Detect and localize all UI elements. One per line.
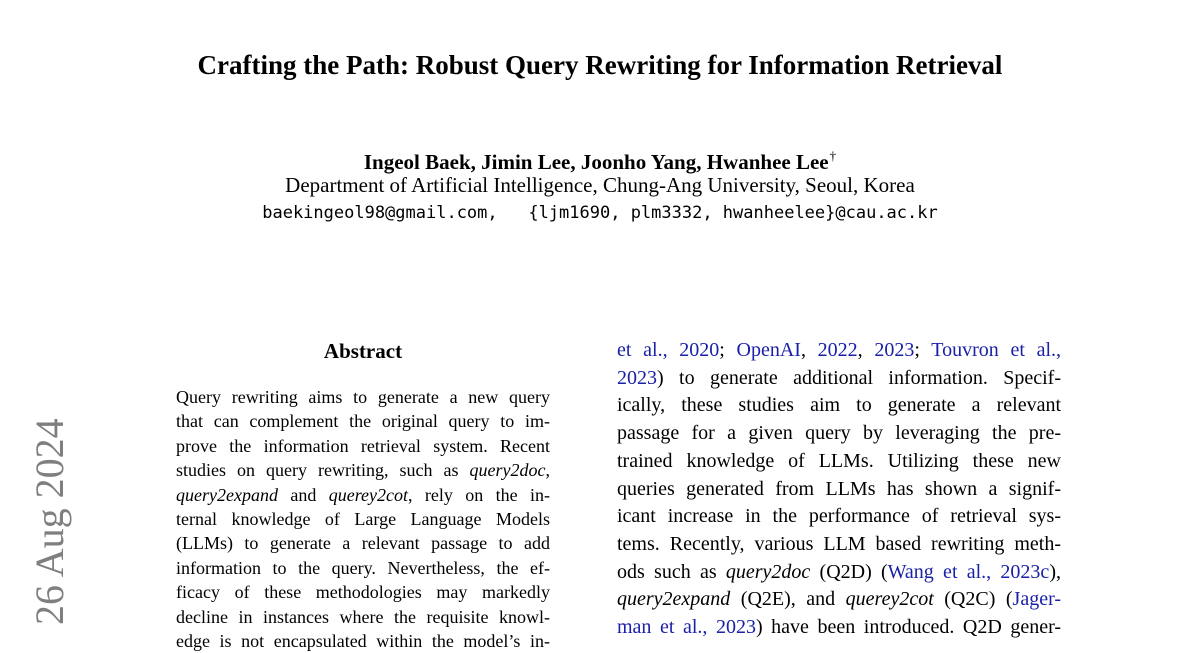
right-column-body xyxy=(617,337,1061,642)
citation-link[interactable]: 2023 xyxy=(874,339,915,361)
italic-term: query2doc xyxy=(469,460,546,481)
text-line xyxy=(176,434,550,458)
text-run: Query rewriting aims to generate a new query xyxy=(176,387,550,407)
text-run: decline in instances where the requisite knowl- xyxy=(176,606,550,627)
text-run: ) to generate additional information. Specif- xyxy=(657,366,1061,389)
italic-term: querey2cot xyxy=(328,484,409,505)
text-line xyxy=(617,476,1061,504)
text-run: edge is not encapsulated within the model’s in- xyxy=(176,631,550,652)
text-run: trained knowledge of LLMs. Utilizing these new xyxy=(617,449,1061,472)
text-line xyxy=(176,531,550,555)
text-line xyxy=(176,409,550,433)
paper-title: Crafting the Path: Robust Query Rewriting for Information Retrieval xyxy=(197,50,1003,80)
text-run: that can complement the original query to im- xyxy=(176,411,550,432)
citation-link[interactable]: Wang et al., 2023c xyxy=(887,560,1050,583)
text-line xyxy=(176,580,550,604)
text-line xyxy=(617,420,1061,448)
text-line xyxy=(617,531,1061,559)
italic-term: querey2cot xyxy=(845,588,934,611)
text-run: ficacy of these methodologies may markedly xyxy=(176,582,550,603)
text-line xyxy=(617,559,1061,587)
text-run: passage for a given query by leveraging the pre- xyxy=(617,422,1061,445)
citation-link[interactable]: man et al., 2023 xyxy=(617,616,756,639)
text-run: icant increase in the performance of retrieval sys- xyxy=(617,505,1061,528)
text-line xyxy=(176,556,550,580)
text-run: (Q2E), and xyxy=(730,588,846,611)
text-run: , xyxy=(857,339,875,361)
text-run: ), xyxy=(1049,560,1061,583)
author-emails: baekingeol98@gmail.com, {ljm1690, plm3332, hwanheelee}@cau.ac.kr xyxy=(262,203,938,223)
text-run: , xyxy=(545,460,550,481)
text-run: ; xyxy=(719,339,737,361)
text-run: (Q2D) ( xyxy=(810,560,888,583)
text-line xyxy=(617,337,1061,365)
text-run: ) have been introduced. Q2D gener- xyxy=(755,616,1061,639)
text-run: and xyxy=(277,484,329,505)
text-run: (LLMs) to generate a relevant passage to add xyxy=(176,533,550,554)
text-run: ternal knowledge of Large Language Models xyxy=(176,509,550,530)
italic-term: query2doc xyxy=(725,560,811,583)
text-line xyxy=(176,458,550,482)
arxiv-date-stamp: 26 Aug 2024 xyxy=(27,418,72,625)
citation-link[interactable]: 2023 xyxy=(617,366,657,389)
text-run: ods such as xyxy=(617,560,726,583)
text-run: tems. Recently, various LLM based rewriting meth- xyxy=(617,532,1061,555)
text-line xyxy=(617,448,1061,476)
italic-term: query2expand xyxy=(617,588,731,611)
text-run: , rely on the in- xyxy=(408,484,550,505)
text-line xyxy=(176,385,550,409)
citation-link[interactable]: Jager- xyxy=(1012,588,1061,611)
text-line xyxy=(617,365,1061,393)
text-line xyxy=(176,605,550,629)
text-run: queries generated from LLMs has shown a signif- xyxy=(617,477,1061,500)
text-line xyxy=(176,483,550,507)
text-line xyxy=(617,503,1061,531)
text-line xyxy=(617,392,1061,420)
citation-link[interactable]: et al., 2020 xyxy=(617,339,720,361)
text-run: studies on query rewriting, such as xyxy=(176,460,470,481)
text-line xyxy=(176,629,550,653)
author-names: Ingeol Baek, Jimin Lee, Joonho Yang, Hwanhee Lee xyxy=(363,150,829,174)
text-run: ically, these studies aim to generate a relevant xyxy=(617,394,1061,417)
citation-link[interactable]: Touvron et al., xyxy=(931,339,1062,361)
corresponding-author-mark: † xyxy=(829,148,837,163)
abstract-heading: Abstract xyxy=(323,339,403,363)
abstract-body xyxy=(176,385,550,653)
text-run: , xyxy=(800,339,818,361)
text-run: prove the information retrieval system. Recent xyxy=(176,435,550,456)
affiliation: Department of Artificial Intelligence, Chung-Ang University, Seoul, Korea xyxy=(285,173,915,197)
text-line xyxy=(617,614,1061,642)
text-line xyxy=(617,586,1061,614)
text-run: ; xyxy=(914,339,932,361)
italic-term: query2expand xyxy=(176,484,278,505)
text-run: information to the query. Nevertheless, the ef- xyxy=(176,557,550,578)
text-line xyxy=(176,507,550,531)
text-run: (Q2C) ( xyxy=(933,588,1013,611)
citation-link[interactable]: OpenAI xyxy=(736,339,801,361)
citation-link[interactable]: 2022 xyxy=(817,339,858,361)
